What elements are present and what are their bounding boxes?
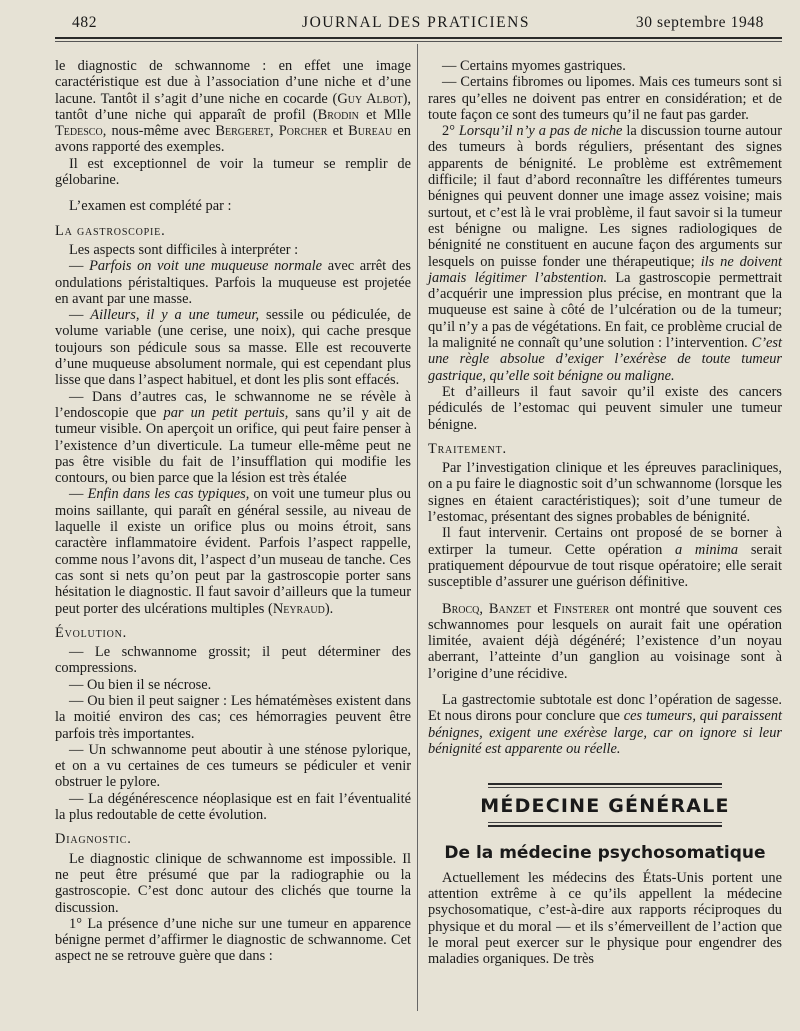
- left-column-paragraph: [55, 58, 411, 156]
- text-run: ils ne doivent jamais légitimer l’abstention.: [428, 253, 782, 286]
- page-header: [50, 12, 782, 36]
- text-run: , nous-même avec: [102, 123, 216, 140]
- issue-date: 30 septembre 1948: [635, 14, 764, 31]
- text-run: Guy Albot: [337, 90, 403, 107]
- text-run: Lorsqu’il n’y a pas de niche: [458, 123, 623, 140]
- text-run: ont montré que souvent ces schwannomes pour lesquels on aurait fait une opération limitée, avaient déjà dégénéré; l’existence d’un noyau aberrant, l’atteinte d’un ganglion au voisinage sont à l’origine d’une récidive.: [428, 600, 782, 682]
- right-column-paragraph: [428, 601, 782, 682]
- text-run: Le diagnostic clinique de schwannome est impossible. Il ne peut être présumé que par la radiographie ou la gastroscopie. C’est donc autour des clichés que tourne la discussion.: [55, 850, 411, 916]
- section-title: MÉDECINE GÉNÉRALE: [480, 795, 730, 818]
- text-run: Tedesco: [55, 123, 103, 140]
- left-column-heading: [55, 831, 411, 847]
- right-column-text: [428, 58, 782, 757]
- left-column-heading: [55, 223, 411, 239]
- text-run: avec arrêt des ondulations péristaltiques. Parfois la muqueuse est projetée en avant par une masse.: [55, 258, 411, 307]
- text-run: — La dégénérescence néoplasique est en fait l’éventualité la plus redoutable de cette évolution.: [55, 790, 411, 824]
- right-column-paragraph: [428, 692, 782, 757]
- text-run: La gastroscopie.: [55, 222, 166, 239]
- text-run: Parfois on voit une muqueuse normale: [89, 258, 323, 275]
- left-column-paragraph: [55, 258, 411, 307]
- left-column-paragraph: [55, 677, 411, 693]
- left-column-paragraph: [55, 486, 411, 616]
- text-run: serait pratiquement dépourvue de tout risque opératoire; elle serait susceptible d’assurer une guérison définitive.: [428, 541, 782, 591]
- text-run: La gastroscopie permettrait d’acquérir une impression plus précise, en montrant que la muqueuse est saine à côté de l’ulcération ou de la tumeur; qu’il n’y a pas de végétations. En fait, ce problème crucial de la malignité ne connaît qu’une solution : l’intervention.: [428, 269, 782, 352]
- text-run: et Mlle: [358, 106, 411, 123]
- text-run: sessile ou pédiculée, de volume variable (une cerise, une noix), qui cache presque toujours son pédicule sous sa masse. Elle est recouverte d’une muqueuse absolument normale, qui est cependant plus lisse que dans l’aspect habituel, et dont les plis sont effacés.: [55, 307, 411, 389]
- right-column-paragraph: [428, 460, 782, 525]
- text-run: sans qu’il y ait de tumeur visible. On aperçoit un orifice, qui peut faire penser à l’existence d’un diverticule. La tumeur elle-même peut ne pas être visible du fait de l’insufflation qui modifie les contours, ou bien parce que la lésion est très étalée: [55, 404, 411, 487]
- left-column-paragraph: [55, 389, 411, 487]
- text-run: —: [69, 258, 90, 275]
- text-run: et: [327, 123, 349, 140]
- left-column-paragraph: [55, 851, 411, 916]
- text-run: Il faut intervenir. Certains ont proposé de se borner à extirper la tumeur. Cette opération: [428, 525, 782, 558]
- text-run: Et d’ailleurs il faut savoir qu’il existe des cancers pédiculés de l’estomac qui peuvent simuler une tumeur bénigne.: [428, 383, 782, 433]
- text-run: ces tumeurs, qui paraissent bénignes, exigent une exérèse large, car on ignore si leur bénignité est apparente ou réelle.: [428, 708, 782, 757]
- text-run: ), tantôt d’une niche qui apparaît de profil (: [55, 90, 412, 123]
- text-run: Par l’investigation clinique et les épreuves paracliniques, on a pu faire le diagnostic soit d’un schwannome (lorsque les signes en étaient caractéristiques); soit d’une tumeur de l’estomac, présentant des signes probables de bénignité.: [428, 460, 782, 526]
- text-run: par un petit pertuis,: [163, 404, 289, 421]
- text-run: — Le schwannome grossit; il peut déterminer des compressions.: [55, 644, 411, 677]
- text-run: C’est une règle absolue d’exiger l’exérèse de toute tumeur gastrique, qu’elle soit bénigne ou maligne.: [428, 335, 782, 384]
- text-run: — Certains fibromes ou lipomes. Mais ces tumeurs sont si rares qu’elles ne doivent pas entrer en considération; et de toute façon ce sont des tumeurs qu’il ne faut pas garder.: [428, 74, 782, 123]
- text-run: — Certains myomes gastriques.: [442, 58, 626, 74]
- header-rule-thin: [55, 41, 782, 42]
- text-run: Brodin: [317, 106, 359, 123]
- text-run: Traitement.: [428, 440, 507, 457]
- section-rule-bottom-thin: [488, 822, 722, 823]
- section-rule-bottom: [488, 825, 722, 827]
- text-run: Finsterer: [553, 600, 610, 617]
- text-run: Les aspects sont difficiles à interpréter :: [69, 241, 299, 258]
- page-number: 482: [72, 14, 98, 31]
- article-title: De la médecine psychosomatique: [444, 843, 766, 864]
- right-column-paragraph: [428, 384, 782, 433]
- left-column: [55, 58, 411, 965]
- text-run: L’examen est complété par :: [69, 198, 232, 215]
- section-header: [428, 783, 782, 827]
- left-column-paragraph: [55, 156, 411, 189]
- article-intro: Actuellement les médecins des États-Unis portent une attention extrême à ce qu’ils appellent la médecine psychosomatique, c’est-à-dire aux rapports réciproques du physique et du moral — et ils s’émerveillent de l’action que le moral peut exercer sur le physique pour engendrer des maladies organiques. De très: [428, 869, 782, 968]
- text-run: 2°: [442, 123, 459, 140]
- text-run: Ailleurs, il y a une tumeur,: [90, 307, 260, 324]
- journal-title: JOURNAL DES PRATICIENS: [302, 14, 530, 31]
- right-column-paragraph: [428, 123, 782, 384]
- section-rule-top-thin: [488, 787, 722, 788]
- text-run: le diagnostic de schwannome : en effet une image caractéristique est due à l’association d’une niche et d’une lacune. Tantôt il s’agit d’une niche en cocarde (: [55, 58, 411, 107]
- text-run: Évolution.: [55, 624, 128, 641]
- right-column-paragraph: [428, 74, 782, 123]
- header-rule: [55, 37, 782, 39]
- text-run: Diagnostic.: [55, 831, 132, 848]
- right-column-paragraph: [428, 58, 782, 74]
- text-run: on voit une tumeur plus ou moins saillante, qui paraît en général sessile, au niveau de laquelle il existe un orifice plus ou moins étroit, sans caractère inflammatoire évident. Parfois l’aspect rappelle, comme nous l’avons dit, l’aspect d’un museau de tanche. Ces cas sont si nets qu’on peut par la gastroscopie porter sans hésitation le diagnostic. Il faut savoir d’ailleurs que la tumeur peut porter des ulcérations multiples (: [55, 486, 411, 617]
- text-run: Il est exceptionnel de voir la tumeur se remplir de gélobarine.: [55, 155, 411, 189]
- text-run: et: [531, 600, 554, 617]
- text-run: Banzet: [488, 600, 532, 617]
- text-run: ,: [269, 123, 279, 140]
- text-run: Brocq: [442, 600, 480, 617]
- text-run: 1° La présence d’une niche sur une tumeur en apparence bénigne permet d’affirmer le diagnostic de schwannome. Cet aspect ne se retrouve guère que dans :: [55, 915, 411, 965]
- left-column-paragraph: [55, 693, 411, 742]
- text-run: Porcher: [278, 123, 328, 140]
- right-column-paragraph: [428, 525, 782, 590]
- text-run: la discussion tourne autour des tumeurs à bords réguliers, présentant des signes apparents de bénignité. Le problème est extrêmement difficile; il faut d’abord reconnaître les différentes tumeurs bénignes qui peuvent donner une image assez voisine; mais surtout, et c’est là le vrai problème, il faut savoir si la tumeur est bénigne ou maligne. Les signes radiologiques de bénignité ne constituent en aucune façon des arguments sur lesquels on puisse fonder une thérapeutique;: [428, 123, 782, 270]
- text-run: — Dans d’autres cas, le schwannome ne se révèle à l’endoscopie que: [55, 388, 411, 421]
- left-column-paragraph: [55, 791, 411, 824]
- text-run: Neyraud: [272, 600, 325, 617]
- left-column-paragraph: [55, 916, 411, 965]
- left-column-paragraph: [55, 198, 411, 214]
- left-column-heading: [55, 625, 411, 641]
- text-run: — Un schwannome peut aboutir à une sténose pylorique, et on a vu certaines de ces tumeurs se pédiculer et venir obstruer le pylore.: [55, 741, 411, 791]
- left-column-paragraph: [55, 742, 411, 791]
- text-run: — Ou bien il se nécrose.: [69, 676, 212, 693]
- column-separator: [417, 44, 418, 1011]
- right-column: [428, 58, 782, 968]
- right-column-heading: [428, 441, 782, 457]
- left-column-paragraph: [55, 644, 411, 677]
- section-rule-top: [488, 783, 722, 785]
- left-column-paragraph: [55, 242, 411, 258]
- text-run: a minima: [675, 541, 739, 558]
- text-run: Bergeret: [215, 123, 270, 140]
- text-run: La gastrectomie subtotale est donc l’opération de sagesse. Et nous dirons pour conclure que: [428, 691, 782, 725]
- text-run: Bureau: [348, 123, 393, 140]
- text-run: —: [69, 307, 91, 324]
- left-column-paragraph: [55, 307, 411, 388]
- text-run: en avons rapporté des exemples.: [55, 123, 412, 156]
- text-run: —: [69, 486, 88, 503]
- text-run: — Ou bien il peut saigner : Les hématémèses existent dans la moitié environ des cas; ces hémorragies peuvent être parfois très importantes.: [55, 692, 411, 742]
- text-run: ,: [479, 600, 489, 617]
- text-run: ).: [324, 600, 334, 617]
- text-run: Enfin dans les cas typiques,: [87, 486, 250, 503]
